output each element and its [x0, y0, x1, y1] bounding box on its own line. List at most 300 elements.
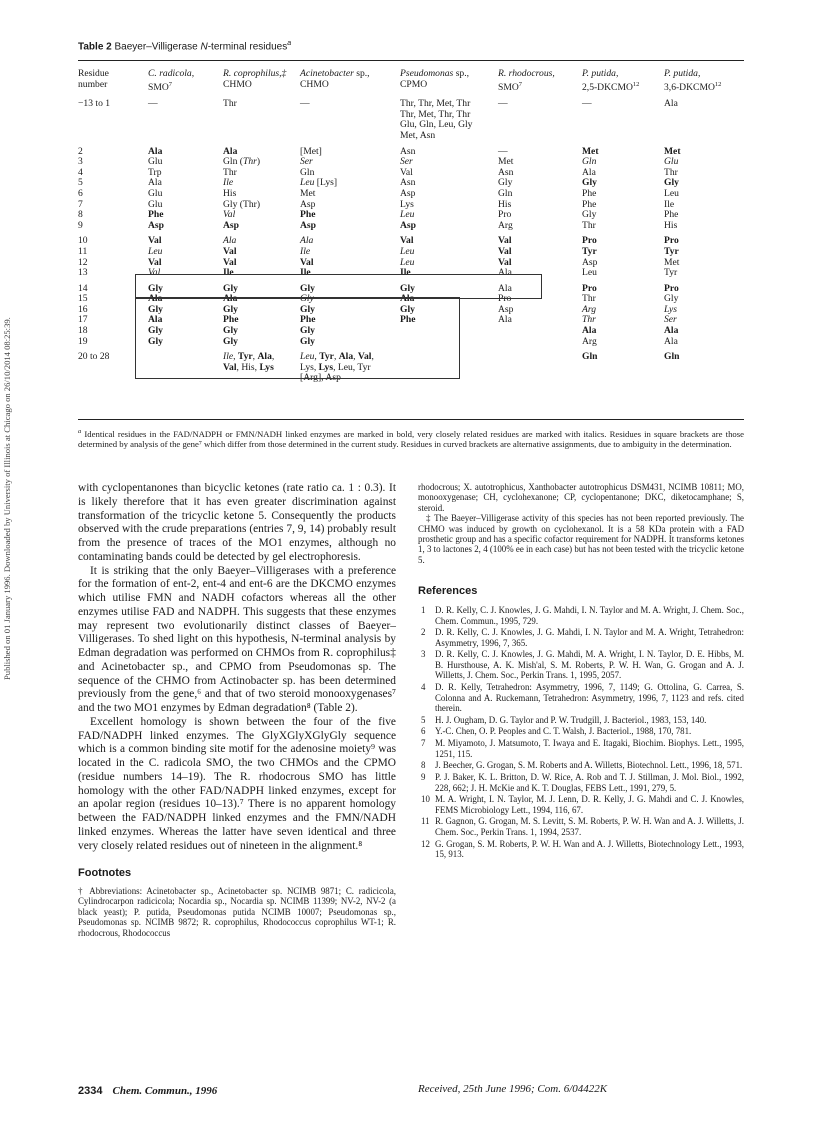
- residue-number: [78, 168, 148, 179]
- cell-line: Gln: [664, 351, 680, 363]
- cell-line: Ala: [148, 293, 163, 305]
- reference-item: [418, 839, 744, 860]
- references-heading: References: [418, 585, 478, 598]
- cell-line: Gly: [223, 303, 238, 315]
- cell-line: Thr: [664, 166, 678, 178]
- residue-cell: [582, 268, 664, 279]
- cell-line: Val: [223, 256, 237, 268]
- header-line-2: CHMO: [300, 78, 329, 90]
- cell-line: Leu, Tyr, Ala, Val,: [300, 351, 374, 363]
- residue-number: [78, 221, 148, 232]
- cell-line: Pro: [664, 235, 679, 247]
- residue-cell: [300, 99, 400, 141]
- header-ref: 7: [168, 80, 173, 88]
- paragraph-2: It is striking that the only Baeyer–Villigerases with a preference for the formation of ent-2, ent-4 and ent-6 are the DKCMO enzymes which utilise FMN and NADH cofactors whereas all the other enzymes utilise FAD and NADPH. This suggests that these enzymes may represent two evolutionarily distinct classes of Baeyer–Villigerases. To shed light on this hypothesis, N-terminal analysis by Edman degradation was performed on CHMOs from R. coprophilus‡ and Acinetobacter sp., and CPMO from Pseudomonas sp. The sequence of the CHMO from Actinobacter sp. has been determined previously from the gene,⁶ and that of two steroid monooxygenases⁷ and the two MO1 enzymes by Edman degradation⁸ (Table 2).: [78, 564, 396, 714]
- reference-text: M. Miyamoto, J. Matsumoto, T. Iwaya and E. Itagaki, Biochim. Biophys. Lett., 1995, 1251, 115.: [435, 738, 744, 759]
- cell-line: Ile: [400, 267, 411, 279]
- cell-line: Ala: [664, 335, 678, 347]
- cell-line: Gly: [148, 303, 163, 315]
- cell-line: Arg: [498, 219, 513, 231]
- residue-cell: [300, 258, 400, 269]
- residue-cell: [664, 347, 744, 384]
- residue-cell: [300, 231, 400, 247]
- cell-line: Tyr: [664, 267, 678, 279]
- cell-line: Glu: [664, 156, 679, 168]
- residue-cell: [223, 142, 300, 158]
- cell-line: Ala: [223, 235, 237, 247]
- cell-line: —: [300, 98, 310, 110]
- cell-line: —: [148, 98, 158, 110]
- cell-line: Leu: [664, 187, 679, 199]
- cell-line: Leu: [582, 267, 597, 279]
- cell-line: 5: [78, 177, 83, 189]
- paragraph-3: Excellent homology is shown between the four of the five FAD/NADPH linked enzymes. The GlyXGlyXGlyGly sequence which is a common binding site motif for the adenosine moiety⁹ was located in the C. radicola SMO, the two CHMOs and the CPMO (residue numbers 14–19). The R. rhodocrous SMO has little homology with the other FAD/NADPH linked enzymes, except for an apolar region (residues 10–13).⁷ There is no apparent homology between the FAD/NADPH linked enzymes and the FMN/NADH linked enzymes. Whereas the latter have seven identical and three very closely related residues out of nineteen in the alignment.⁸: [78, 715, 396, 852]
- cell-line: Met: [498, 156, 514, 168]
- header-ref: 12: [714, 80, 722, 88]
- header-line-1-suffix: sp.,: [453, 68, 470, 79]
- cell-line: Ala: [664, 98, 678, 110]
- cell-line: Ala: [148, 145, 163, 157]
- residue-cell: [582, 347, 664, 384]
- residue-number: [78, 157, 148, 168]
- reference-number: 6: [421, 726, 426, 737]
- cell-line: Phe: [148, 209, 164, 221]
- column-header: [78, 69, 148, 99]
- column-header: [498, 69, 582, 99]
- cell-line: 16: [78, 303, 88, 315]
- cell-line: Gly: [223, 335, 238, 347]
- cell-line: Gln (Thr): [223, 156, 261, 168]
- cell-line: Met, Asn: [400, 129, 436, 141]
- cell-line: 15: [78, 293, 88, 305]
- cell-line: 12: [78, 256, 88, 268]
- cell-line: Tyr: [664, 245, 679, 257]
- cell-line: Val: [300, 256, 314, 268]
- cell-line: Phe: [400, 314, 416, 326]
- residue-cell: [498, 99, 582, 141]
- cell-line: Ser: [664, 314, 677, 326]
- cell-line: Glu: [148, 198, 163, 210]
- cell-line: Val: [498, 235, 512, 247]
- residue-cell: [300, 221, 400, 232]
- cell-line: −13 to 1: [78, 98, 111, 110]
- cell-line: 18: [78, 325, 88, 337]
- cell-line: Phe: [582, 198, 597, 210]
- reference-number: 10: [421, 794, 430, 805]
- residue-cell: [582, 142, 664, 158]
- cell-line: Ile: [300, 245, 311, 257]
- cell-line: —: [498, 145, 508, 157]
- residue-number: [78, 247, 148, 258]
- reference-text: Y.-C. Chen, O. P. Peoples and C. T. Walsh, J. Bacteriol., 1988, 170, 781.: [435, 726, 692, 737]
- cell-line: Gly: [300, 325, 315, 337]
- residue-cell: [664, 142, 744, 158]
- residue-number: [78, 200, 148, 211]
- header-line-2: 2,5-DKCMO: [582, 81, 633, 93]
- header-line-2: SMO: [148, 81, 169, 93]
- cell-line: Ala: [498, 267, 512, 279]
- apolar-region-box: [135, 274, 542, 299]
- reference-item: [418, 715, 744, 726]
- header-line-2: 3,6-DKCMO: [664, 81, 715, 93]
- cell-line: Gly: [223, 325, 238, 337]
- reference-item: [418, 772, 744, 793]
- cell-line: Phe: [223, 314, 239, 326]
- reference-text: J. Beecher, G. Grogan, S. M. Roberts and A. Willetts, Biotechnol. Lett., 1996, 18, 571.: [435, 760, 743, 771]
- reference-text: P. J. Baker, K. L. Britton, D. W. Rice, A. Rob and T. J. Stillman, J. Mol. Biol., 1992, 228, 662; J. H. McKie and K. T. Douglas, FEBS Lett., 1991, 279, 5.: [435, 772, 744, 793]
- table-bottom-rule: [78, 419, 744, 420]
- cell-line: Ser: [300, 156, 313, 168]
- cell-line: Pro: [498, 209, 512, 221]
- cell-line: Leu: [400, 256, 415, 268]
- residue-cell: [400, 221, 498, 232]
- cell-line: Pro: [582, 282, 597, 294]
- cell-line: Asp: [400, 219, 416, 231]
- cell-line: Ile: [223, 177, 234, 189]
- cell-line: Ile, Tyr, Ala,: [223, 351, 275, 363]
- reference-item: [418, 605, 744, 626]
- column-header: [148, 69, 223, 99]
- cell-line: Thr, Thr, Met, Thr: [400, 98, 471, 110]
- download-side-note: [2, 120, 16, 680]
- cell-line: Asn: [400, 177, 416, 189]
- reference-item: [418, 760, 744, 771]
- cell-line: 2: [78, 145, 83, 157]
- cell-line: Val: [148, 256, 162, 268]
- residue-cell: [664, 268, 744, 279]
- residue-cell: [498, 337, 582, 348]
- cell-line: 19: [78, 335, 88, 347]
- residue-cell: [400, 247, 498, 258]
- header-ref: 7: [518, 80, 523, 88]
- reference-item: [418, 816, 744, 837]
- header-line-1: Pseudomonas: [400, 68, 454, 79]
- cell-line: 10: [78, 235, 88, 247]
- left-column: [78, 482, 396, 938]
- residue-cell: [223, 99, 300, 141]
- table-footnote-marker: a: [78, 428, 82, 435]
- cell-line: Ala: [223, 293, 238, 305]
- cell-line: 8: [78, 209, 83, 221]
- residue-cell: [223, 221, 300, 232]
- cell-line: Val: [400, 166, 413, 178]
- residue-cell: [223, 258, 300, 269]
- cell-line: [Arg], Asp: [300, 372, 341, 384]
- cell-line: Gly: [400, 303, 415, 315]
- column-header: [300, 69, 400, 99]
- cell-line: Gly: [148, 335, 163, 347]
- header-line-1-suffix: sp.,: [353, 68, 370, 79]
- cell-line: Gln: [300, 166, 315, 178]
- table-footnote-text: Identical residues in the FAD/NADPH or FMN/NADH linked enzymes are marked in bold, very closely related residues are marked with italics. Residues in square brackets are those determined by analysis of the gene⁷ which differ from those determined in the current study. Residues in curved brackets are alternative assignments, due to ambiguity in the determination.: [78, 428, 744, 450]
- cell-line: Gly: [664, 177, 679, 189]
- cell-line: Glu: [148, 156, 163, 168]
- table-title-main: Baeyer–Villigerase: [111, 41, 201, 53]
- cell-line: Phe: [664, 209, 679, 221]
- cell-line: Gln: [582, 351, 598, 363]
- cell-line: Ala: [223, 145, 238, 157]
- cell-line: Val: [498, 256, 512, 268]
- cell-line: Val: [148, 267, 161, 279]
- reference-text: D. R. Kelly, C. J. Knowles, J. G. Mahdi, I. N. Taylor and M. A. Wright, Tetrahedron: Asymmetry, 1996, 7, 365.: [435, 627, 744, 648]
- header-line-2: CPMO: [400, 78, 428, 90]
- footnote-abbreviations-cont: rhodocrous; X. autotrophicus, Xanthobacter autotrophicus DSM431, NCIMB 10811; MO, monooxygenase; CH, cyclohexanone; CP, cyclopentanone; DKC, diketocamphane; S, steroid.: [418, 482, 744, 513]
- reference-number: 4: [421, 682, 426, 693]
- cell-line: Met: [664, 256, 680, 268]
- page-footer: [78, 1085, 217, 1097]
- reference-text: R. Gagnon, G. Grogan, M. S. Levitt, S. M. Roberts, P. W. H. Wan and A. J. Willetts, J. Chem. Soc., Perkin Trans. 1, 1994, 2537.: [435, 816, 744, 837]
- cell-line: 11: [78, 245, 88, 257]
- footnotes-heading: Footnotes: [78, 867, 132, 880]
- cell-line: [Met]: [300, 145, 322, 157]
- cell-line: Val: [223, 245, 237, 257]
- cell-line: His: [664, 219, 678, 231]
- cell-line: His: [498, 198, 512, 210]
- residue-cell: [498, 142, 582, 158]
- cell-line: Leu: [148, 245, 163, 257]
- residue-cell: [400, 200, 498, 211]
- residue-cell: [582, 231, 664, 247]
- cell-line: Asp: [223, 219, 239, 231]
- residue-cell: [498, 221, 582, 232]
- residue-cell: [400, 231, 498, 247]
- reference-item: [418, 738, 744, 759]
- residue-cell: [498, 231, 582, 247]
- cell-line: Val: [148, 235, 162, 247]
- residue-cell: [582, 279, 664, 295]
- table-number: Table 2: [78, 41, 112, 53]
- journal-name: Chem. Commun., 1996: [112, 1085, 218, 1097]
- header-line-1: R. coprophilus,‡: [223, 68, 287, 79]
- footnote-double-dagger: ‡ The Baeyer–Villigerase activity of this species has not been reported previously. The CHMO was induced by growth on cyclohexanol. It is a 58 KDa protein with a FAD prosthetic group and has a specific cofactor requirement for NADPH. It transforms ketones 1, 3 to lactones 2, 4 (100% ee in each case) but has not been tested with the tricyclic ketone 5.: [418, 513, 744, 565]
- cell-line: Asp: [300, 198, 316, 210]
- residue-number: [78, 258, 148, 269]
- reference-number: 5: [421, 714, 426, 725]
- reference-number: 3: [421, 649, 426, 660]
- residue-cell: [223, 168, 300, 179]
- residue-cell: [400, 189, 498, 200]
- cell-line: Glu: [148, 187, 163, 199]
- column-header: [223, 69, 300, 99]
- cell-line: Gly: [400, 282, 415, 294]
- residue-number: [78, 210, 148, 221]
- residue-cell: [148, 142, 223, 158]
- cell-line: Ala: [582, 325, 597, 337]
- cell-line: Asp: [148, 219, 164, 231]
- header-line-2: CHMO: [223, 78, 252, 90]
- reference-item: [418, 726, 744, 737]
- residue-cell: [582, 337, 664, 348]
- cell-line: Thr: [582, 314, 596, 326]
- residue-number: [78, 231, 148, 247]
- residue-cell: [300, 157, 400, 168]
- residue-cell: [400, 258, 498, 269]
- cell-line: Asp: [582, 256, 598, 268]
- cell-line: 9: [78, 219, 83, 231]
- cell-line: Leu: [400, 245, 415, 257]
- cell-line: Gly: [300, 335, 315, 347]
- cell-line: 6: [78, 187, 83, 199]
- paragraph-1: with cyclopentanones than bicyclic ketones (rate ratio ca. 1 : 0.3). It is likely therefore that it has even greater discrimination against transformation of the tricyclic ketone 5. Consequently the products observed with the crude preparations (entries 7, 9, 14) probably result from the presence of traces of the MO1 enzymes, although no contaminating bands could be detected by gel electrophoresis.: [78, 482, 396, 563]
- cell-line: Met: [664, 145, 681, 157]
- reference-number: 1: [421, 605, 426, 615]
- cell-line: Ala: [498, 282, 512, 294]
- column-header: [400, 69, 498, 99]
- header-line-2: SMO: [498, 81, 519, 93]
- cell-line: Gly: [148, 325, 163, 337]
- table-row: [78, 231, 744, 247]
- reference-text: M. A. Wright, I. N. Taylor, M. J. Lenn, D. R. Kelly, J. G. Mahdi and C. J. Knowles, FEMS Microbiology Lett., 1994, 116, 67.: [435, 794, 744, 815]
- table-title-marker: a: [287, 40, 292, 47]
- cell-line: Phe: [300, 209, 316, 221]
- cell-line: Ile: [223, 267, 234, 279]
- cell-line: Pro: [498, 293, 512, 305]
- cell-line: Gly: [582, 177, 597, 189]
- table-row: [78, 258, 744, 269]
- residue-cell: [400, 99, 498, 141]
- cell-line: Val: [400, 235, 414, 247]
- reference-number: 11: [421, 816, 430, 827]
- cell-line: Pro: [582, 235, 597, 247]
- cell-line: Lys: [400, 198, 414, 210]
- header-line-1: P. putida,: [582, 68, 619, 79]
- cell-line: Glu, Gln, Leu, Gly: [400, 119, 473, 131]
- reference-item: [418, 794, 744, 815]
- residue-cell: [300, 247, 400, 258]
- column-header: [664, 69, 744, 99]
- reference-text: H. J. Ougham, D. G. Taylor and P. W. Trudgill, J. Bacteriol., 1983, 153, 140.: [435, 714, 707, 725]
- cell-line: —: [582, 98, 592, 110]
- cell-line: —: [498, 98, 508, 110]
- cell-line: Ala: [148, 314, 163, 326]
- residue-number: [78, 189, 148, 200]
- header-ref: 12: [632, 80, 640, 88]
- reference-number: 2: [421, 627, 426, 638]
- cell-line: Ala: [664, 325, 679, 337]
- cell-line: Gln: [498, 187, 513, 199]
- reference-text: D. R. Kelly, Tetrahedron: Asymmetry, 1996, 7, 1149; G. Ottolina, G. Carrea, S. Colonna and A. Ruckemann, Tetrahedron: Asymmetry, 1996, 7, 1123 and refs. cited therein.: [435, 682, 744, 714]
- residue-number: [78, 99, 148, 141]
- cell-line: Gly (Thr): [223, 198, 261, 210]
- table-row: [78, 99, 744, 141]
- table-title-suffix: -terminal residues: [207, 41, 288, 53]
- references-list: [418, 605, 744, 860]
- residue-cell: [664, 337, 744, 348]
- table-row: [78, 142, 744, 158]
- table-row: [78, 221, 744, 232]
- residue-cell: [148, 221, 223, 232]
- residue-cell: [582, 99, 664, 141]
- cell-line: Thr: [582, 219, 596, 231]
- reference-number: 8: [421, 760, 426, 771]
- cell-line: Arg: [582, 303, 597, 315]
- cell-line: Asn: [498, 166, 514, 178]
- residue-cell: [148, 99, 223, 141]
- cell-line: Gly: [148, 282, 163, 294]
- cell-line: His: [223, 187, 237, 199]
- cell-line: Val: [498, 245, 512, 257]
- cell-line: Val: [223, 209, 236, 221]
- header-line-1: C. radicola,: [148, 68, 195, 79]
- column-header: [582, 69, 664, 99]
- cell-line: Val, His, Lys: [223, 361, 274, 373]
- cell-line: Gly: [300, 282, 315, 294]
- reference-item: [418, 627, 744, 648]
- table-title-italic: N: [200, 41, 208, 53]
- footnote-abbreviations: † Abbreviations: Acinetobacter sp., Acinetobacter sp. NCIMB 9871; C. radicicola, Cylindrocarpon radicicola; Nocardia sp., Nocardia sp. NCIMB 11399; NV-2, NV-2 (a black yeast); P. putida, Pseudomonas putida NCIMB 10007; Pseudomonas sp., Pseudomonas sp. NCIMB 9872; R. coprophilus, Rhodococcus coprophilus WT-1; R. rhodocrous, Rhodococcus: [78, 886, 396, 938]
- cell-line: Ala: [582, 166, 596, 178]
- cell-line: 14: [78, 282, 88, 294]
- cell-line: Phe: [300, 314, 316, 326]
- reference-text: G. Grogan, S. M. Roberts, P. W. H. Wan and A. J. Willetts, Biotechnology Lett., 1993, 15, 913.: [435, 838, 744, 860]
- page-number: 2334: [78, 1085, 103, 1097]
- cell-line: Gly: [582, 209, 597, 221]
- cell-line: 17: [78, 314, 88, 326]
- cell-line: Pro: [664, 282, 679, 294]
- header-line-1: R. rhodocrous,: [498, 68, 555, 79]
- reference-number: 12: [421, 838, 430, 849]
- residue-number: [78, 142, 148, 158]
- cell-line: Met: [582, 145, 599, 157]
- cell-line: Thr: [223, 166, 237, 178]
- cell-line: Gly: [300, 293, 314, 305]
- right-column: [418, 482, 744, 861]
- cell-line: Leu: [400, 209, 415, 221]
- reference-item: [418, 682, 744, 714]
- cell-line: Tyr: [582, 245, 597, 257]
- header-line-1: Residue: [78, 68, 109, 79]
- cell-line: Arg: [582, 335, 597, 347]
- reference-number: 9: [421, 772, 426, 782]
- residue-cell: [664, 221, 744, 232]
- cell-line: Ile: [664, 198, 675, 210]
- cell-line: Lys: [664, 303, 678, 315]
- cell-line: Thr: [582, 293, 596, 305]
- residue-cell: [400, 142, 498, 158]
- reference-number: 7: [421, 738, 426, 749]
- reference-text: D. R. Kelly, C. J. Knowles, J. G. Mahdi, I. N. Taylor and M. A. Wright, J. Chem. Soc., Chem. Commun., 1995, 729.: [435, 605, 744, 626]
- cell-line: Met: [300, 187, 316, 199]
- table-caption: [78, 40, 291, 52]
- cell-line: Ala: [300, 235, 314, 247]
- cell-line: Gly: [223, 282, 238, 294]
- cell-line: Ala: [498, 314, 512, 326]
- cell-line: Lys, Lys, Leu, Tyr: [300, 361, 371, 373]
- cell-line: Leu [Lys]: [300, 177, 338, 189]
- cell-line: Trp: [148, 166, 162, 178]
- cell-line: Gly: [498, 177, 513, 189]
- residue-cell: [582, 221, 664, 232]
- reference-item: [418, 649, 744, 681]
- header-line-1: P. putida,: [664, 68, 701, 79]
- cell-line: Asn: [400, 145, 416, 157]
- residue-cell: [148, 231, 223, 247]
- reference-text: D. R. Kelly, C. J. Knowles, J. G. Mahdi, M. A. Wright, I. N. Taylor, D. E. Hibbs, M. B. Hursthouse, A. K. Mish'al, S. M. Roberts, P. W. H. Wan, G. Grogan and A. J. Willetts, J. Chem. Soc., Perkin Trans. 1, 1995, 2057.: [435, 649, 744, 681]
- cell-line: 7: [78, 198, 83, 210]
- residue-cell: [664, 99, 744, 141]
- side-note-text: Published on 01 January 1996. Downloaded by University of Illinois at Chicago on 26/10/2014 08:25:39.: [2, 317, 12, 680]
- header-line-1: Acinetobacter: [300, 68, 354, 79]
- cell-line: Asp: [400, 187, 416, 199]
- residue-cell: [498, 326, 582, 337]
- cell-line: Ile: [300, 267, 311, 279]
- residue-cell: [498, 347, 582, 384]
- cell-line: 20 to 28: [78, 351, 110, 363]
- residue-cell: [300, 142, 400, 158]
- residue-cell: [498, 315, 582, 326]
- received-line: Received, 25th June 1996; Com. 6/04422K: [418, 1083, 608, 1095]
- binding-motif-box: [135, 297, 460, 379]
